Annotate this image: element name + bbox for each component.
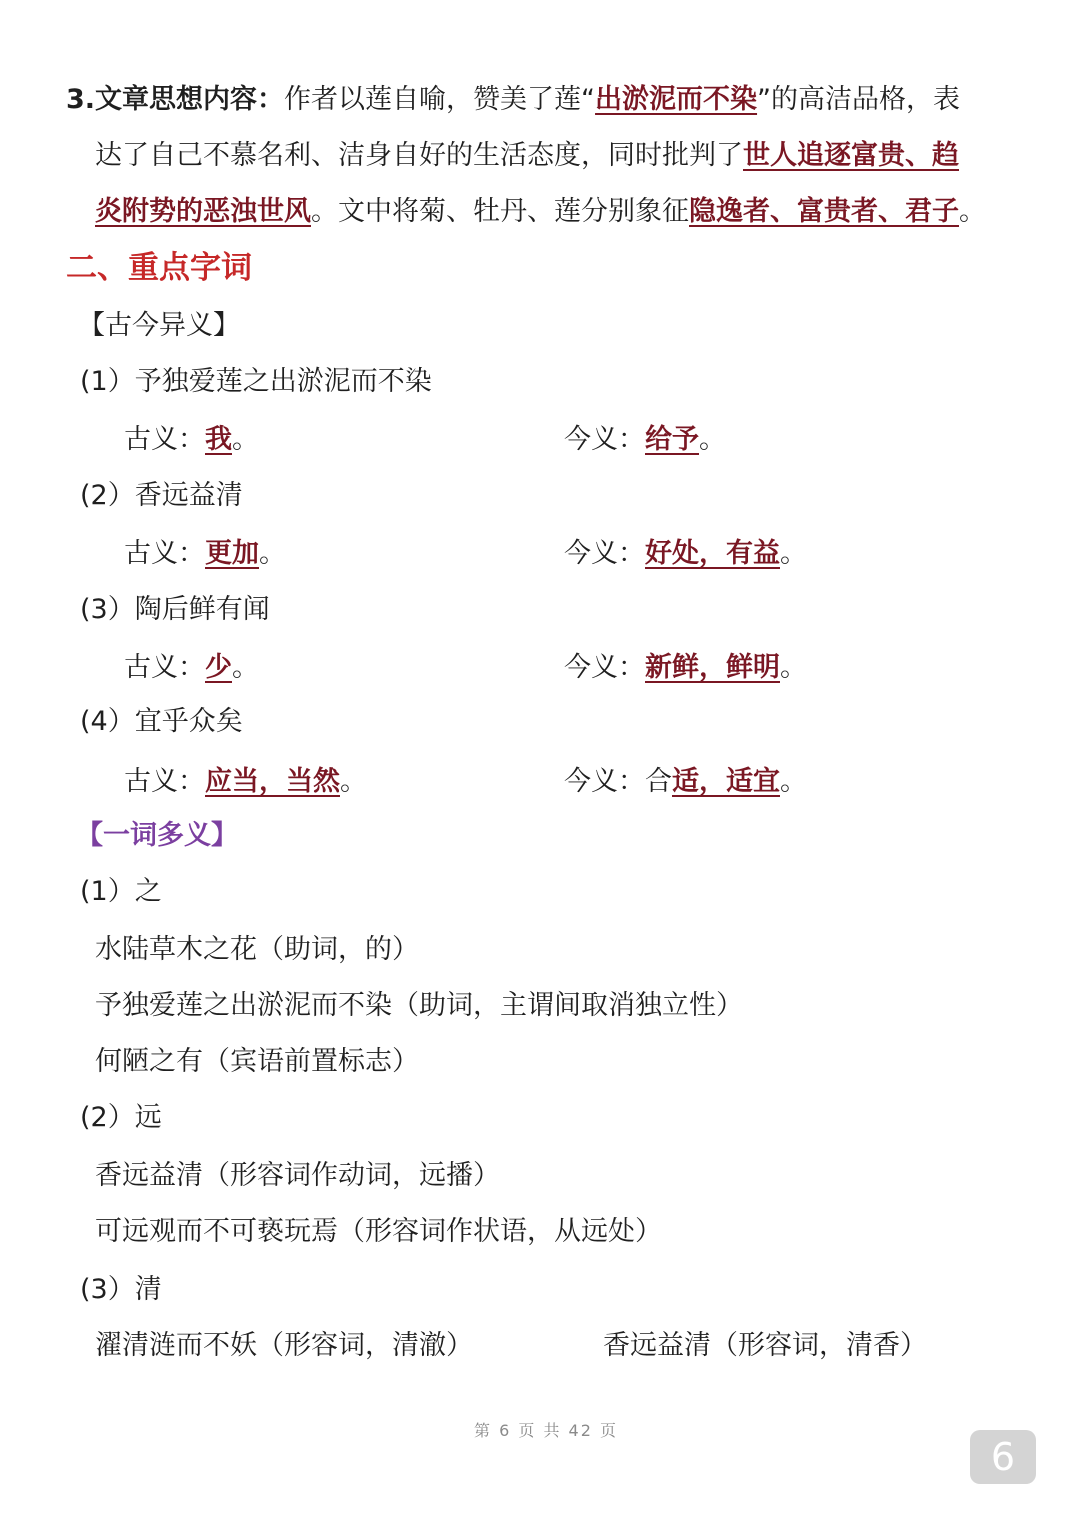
new-meaning-label: 今义： <box>564 652 645 683</box>
duoyi-group-label: (2）远 <box>80 1102 162 1133</box>
new-meaning-value: 新鲜，鲜明 <box>645 652 780 683</box>
punctuation: 。 <box>232 424 259 455</box>
intro-line-3 <box>95 192 986 232</box>
old-meaning-label: 古义： <box>124 766 205 797</box>
duoyi-group-label: (3）清 <box>80 1274 162 1305</box>
intro-line-1 <box>66 80 960 120</box>
duoyi-example: 濯清涟而不妖（形容词，清澈） <box>95 1330 473 1361</box>
intro-text: 作者以莲自喻，赞美了莲“ <box>284 84 596 115</box>
intro-prefix: 3.文章思想内容： <box>66 84 285 115</box>
old-meaning-label: 古义： <box>124 652 205 683</box>
duoyi-example: 香远益清（形容词，清香） <box>603 1330 927 1361</box>
new-meaning-value: 适，适宜 <box>672 766 780 797</box>
duoyi-example: 水陆草木之花（助词，的） <box>95 934 419 965</box>
new-meaning-label: 今义： <box>564 424 645 455</box>
highlight-phrase: 炎附势的恶浊世风 <box>95 196 311 227</box>
gujin-item-label: (4）宜乎众矣 <box>80 706 243 737</box>
new-meaning-value: 好处，有益 <box>645 538 780 569</box>
page-footer: 第 6 页 共 42 页 <box>474 1421 618 1440</box>
highlight-phrase: 出淤泥而不染 <box>595 84 758 115</box>
intro-line-2 <box>95 136 959 176</box>
old-meaning <box>124 762 367 802</box>
old-meaning-value: 我 <box>205 424 232 455</box>
old-meaning-label: 古义： <box>124 538 205 569</box>
page-number-badge: 6 <box>970 1430 1036 1484</box>
old-meaning-value: 应当，当然 <box>205 766 340 797</box>
old-meaning <box>124 648 259 688</box>
duoyi-example: 予独爱莲之出淤泥而不染（助词，主谓间取消独立性） <box>95 990 743 1021</box>
gujin-item-label: (1）予独爱莲之出淤泥而不染 <box>80 366 432 397</box>
new-meaning-value: 给予 <box>645 424 699 455</box>
old-meaning-value: 少 <box>205 652 232 683</box>
duoyi-group-label: (1）之 <box>80 876 162 907</box>
intro-text: 。文中将菊、牡丹、莲分别象征 <box>311 196 689 227</box>
punctuation: 。 <box>780 766 807 797</box>
highlight-phrase: 世人追逐富贵、趋 <box>743 140 959 171</box>
new-meaning-label: 今义： <box>564 538 645 569</box>
new-meaning-label: 今义： <box>564 766 645 797</box>
new-meaning <box>564 534 807 574</box>
old-meaning <box>124 534 286 574</box>
new-meaning-prefix: 合 <box>645 766 672 797</box>
punctuation: 。 <box>780 538 807 569</box>
duoyi-example: 何陋之有（宾语前置标志） <box>95 1046 419 1077</box>
duoyi-example: 可远观而不可亵玩焉（形容词作状语，从远处） <box>95 1216 662 1247</box>
gujin-item-label: (3）陶后鲜有闻 <box>80 594 270 625</box>
punctuation: 。 <box>232 652 259 683</box>
old-meaning-label: 古义： <box>124 424 205 455</box>
new-meaning <box>564 420 726 460</box>
punctuation: 。 <box>259 538 286 569</box>
gujin-item-label: (2）香远益清 <box>80 480 243 511</box>
highlight-phrase: 隐逸者、富贵者、君子 <box>689 196 959 227</box>
punctuation: 。 <box>780 652 807 683</box>
intro-text: 达了自己不慕名利、洁身自好的生活态度，同时批判了 <box>95 140 743 171</box>
old-meaning <box>124 420 259 460</box>
section-title: 二、重点字词 <box>66 250 252 286</box>
intro-text: 。 <box>959 196 986 227</box>
intro-text: ”的高洁品格，表 <box>757 84 961 115</box>
subsection-heading-duoyi: 【一词多义】 <box>76 820 238 851</box>
new-meaning <box>564 648 807 688</box>
new-meaning <box>564 762 807 802</box>
punctuation: 。 <box>340 766 367 797</box>
old-meaning-value: 更加 <box>205 538 259 569</box>
punctuation: 。 <box>699 424 726 455</box>
duoyi-example: 香远益清（形容词作动词，远播） <box>95 1160 500 1191</box>
subsection-heading-gujin: 【古今异义】 <box>78 310 240 341</box>
